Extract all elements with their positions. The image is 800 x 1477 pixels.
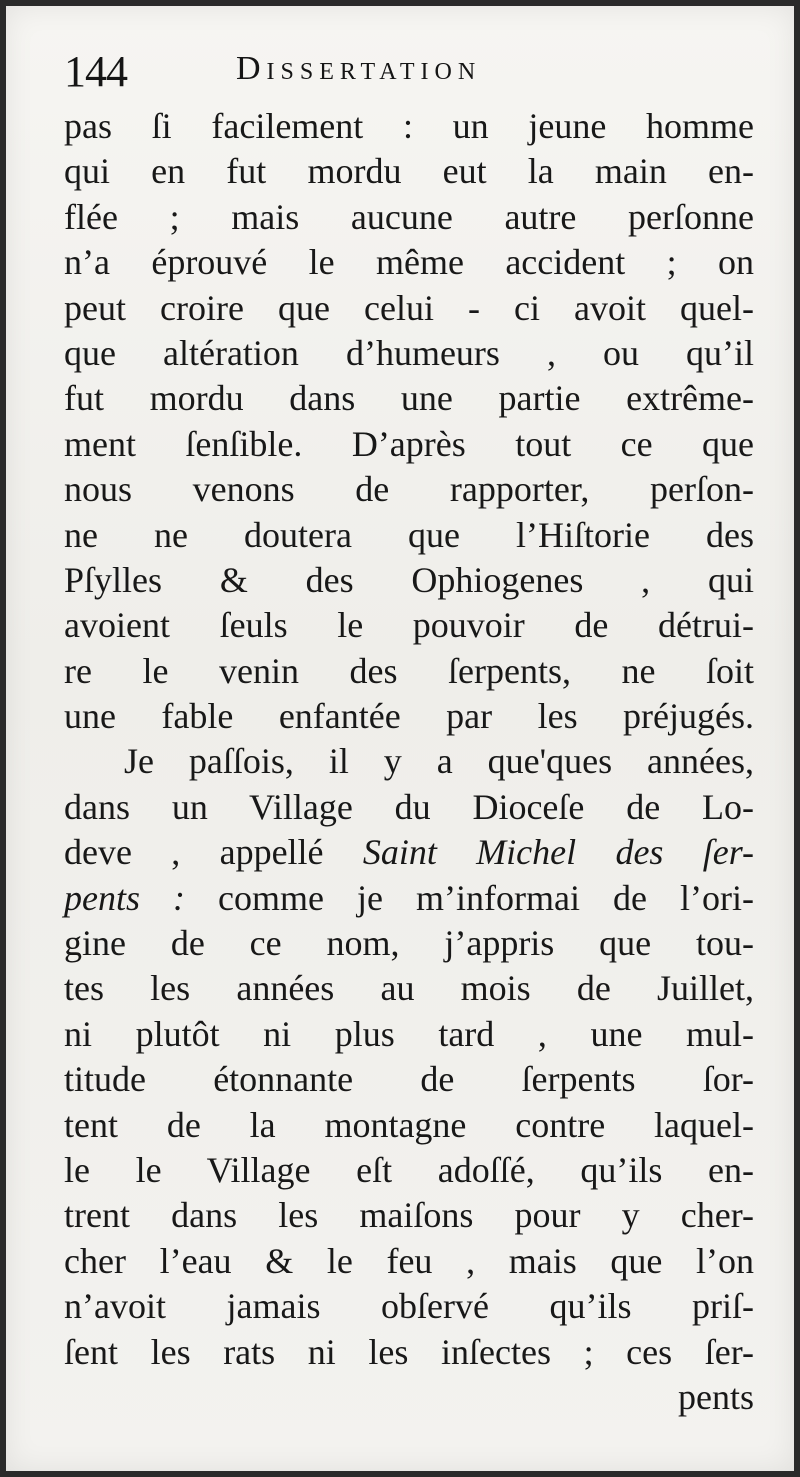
text-line: le le Village eſt adoſſé, qu’ils en-	[64, 1149, 754, 1190]
text-line: avoient ſeuls le pouvoir de détrui-	[64, 605, 754, 646]
text-line: titude étonnante de ſerpents ſor-	[64, 1059, 754, 1100]
text-line: ment ſenſible. D’après tout ce que	[64, 423, 754, 464]
catchword: pents	[678, 1376, 754, 1417]
page-number: 144	[64, 47, 127, 96]
text-line: trent dans les maiſons pour y cher-	[64, 1195, 754, 1236]
text-line: fut mordu dans une partie extrême-	[64, 378, 754, 419]
text-line: ne ne doutera que l’Hiſtorie des	[64, 514, 754, 555]
text-line: pas ſi facilement : un jeune homme	[64, 106, 754, 146]
text-line: qui en fut mordu eut la main en-	[64, 151, 754, 192]
text-line: n’a éprouvé le même accident ; on	[64, 242, 754, 283]
text-line: tent de la montagne contre laquel-	[64, 1104, 754, 1145]
text-line: une fable enfantée par les préjugés.	[64, 696, 754, 737]
text-line: peut croire que celui - ci avoit quel-	[64, 287, 754, 328]
body-text	[64, 104, 754, 1420]
text-line: tes les années au mois de Juillet,	[64, 968, 754, 1009]
text-line: ſent les rats ni les inſectes ; ces ſer-	[64, 1331, 754, 1372]
text-line: cher l’eau & le feu , mais que l’on	[64, 1240, 754, 1281]
text-line: re le venin des ſerpents, ne ſoit	[64, 650, 754, 691]
paragraph-start-line: Je paſſois, il y a que'ques années,	[124, 741, 754, 782]
text-segment: deve , appellé	[64, 832, 324, 873]
text-line: que altération d’humeurs , ou qu’il	[64, 332, 754, 373]
text-line: n’avoit jamais obſervé qu’ils priſ-	[64, 1286, 754, 1327]
italic-place-name: Saint Michel des ſer-	[362, 832, 755, 873]
text-line-with-italic	[64, 830, 754, 875]
text-line: Pſylles & des Ophiogenes , qui	[64, 559, 754, 600]
text-line: flée ; mais aucune autre perſonne	[64, 196, 754, 237]
text-line: dans un Village du Dioceſe de Lo-	[64, 786, 754, 827]
text-segment: comme je m’informai de l’ori-	[218, 877, 755, 918]
text-line: gine de ce nom, j’appris que tou-	[64, 923, 754, 964]
italic-place-name-end: pents :	[64, 877, 186, 918]
book-page	[6, 6, 794, 1471]
text-line-with-italic	[64, 876, 754, 921]
text-line: ni plutôt ni plus tard , une mul-	[64, 1013, 754, 1054]
running-title: Dissertation	[236, 50, 482, 87]
text-line: nous venons de rapporter, perſon-	[64, 469, 754, 510]
